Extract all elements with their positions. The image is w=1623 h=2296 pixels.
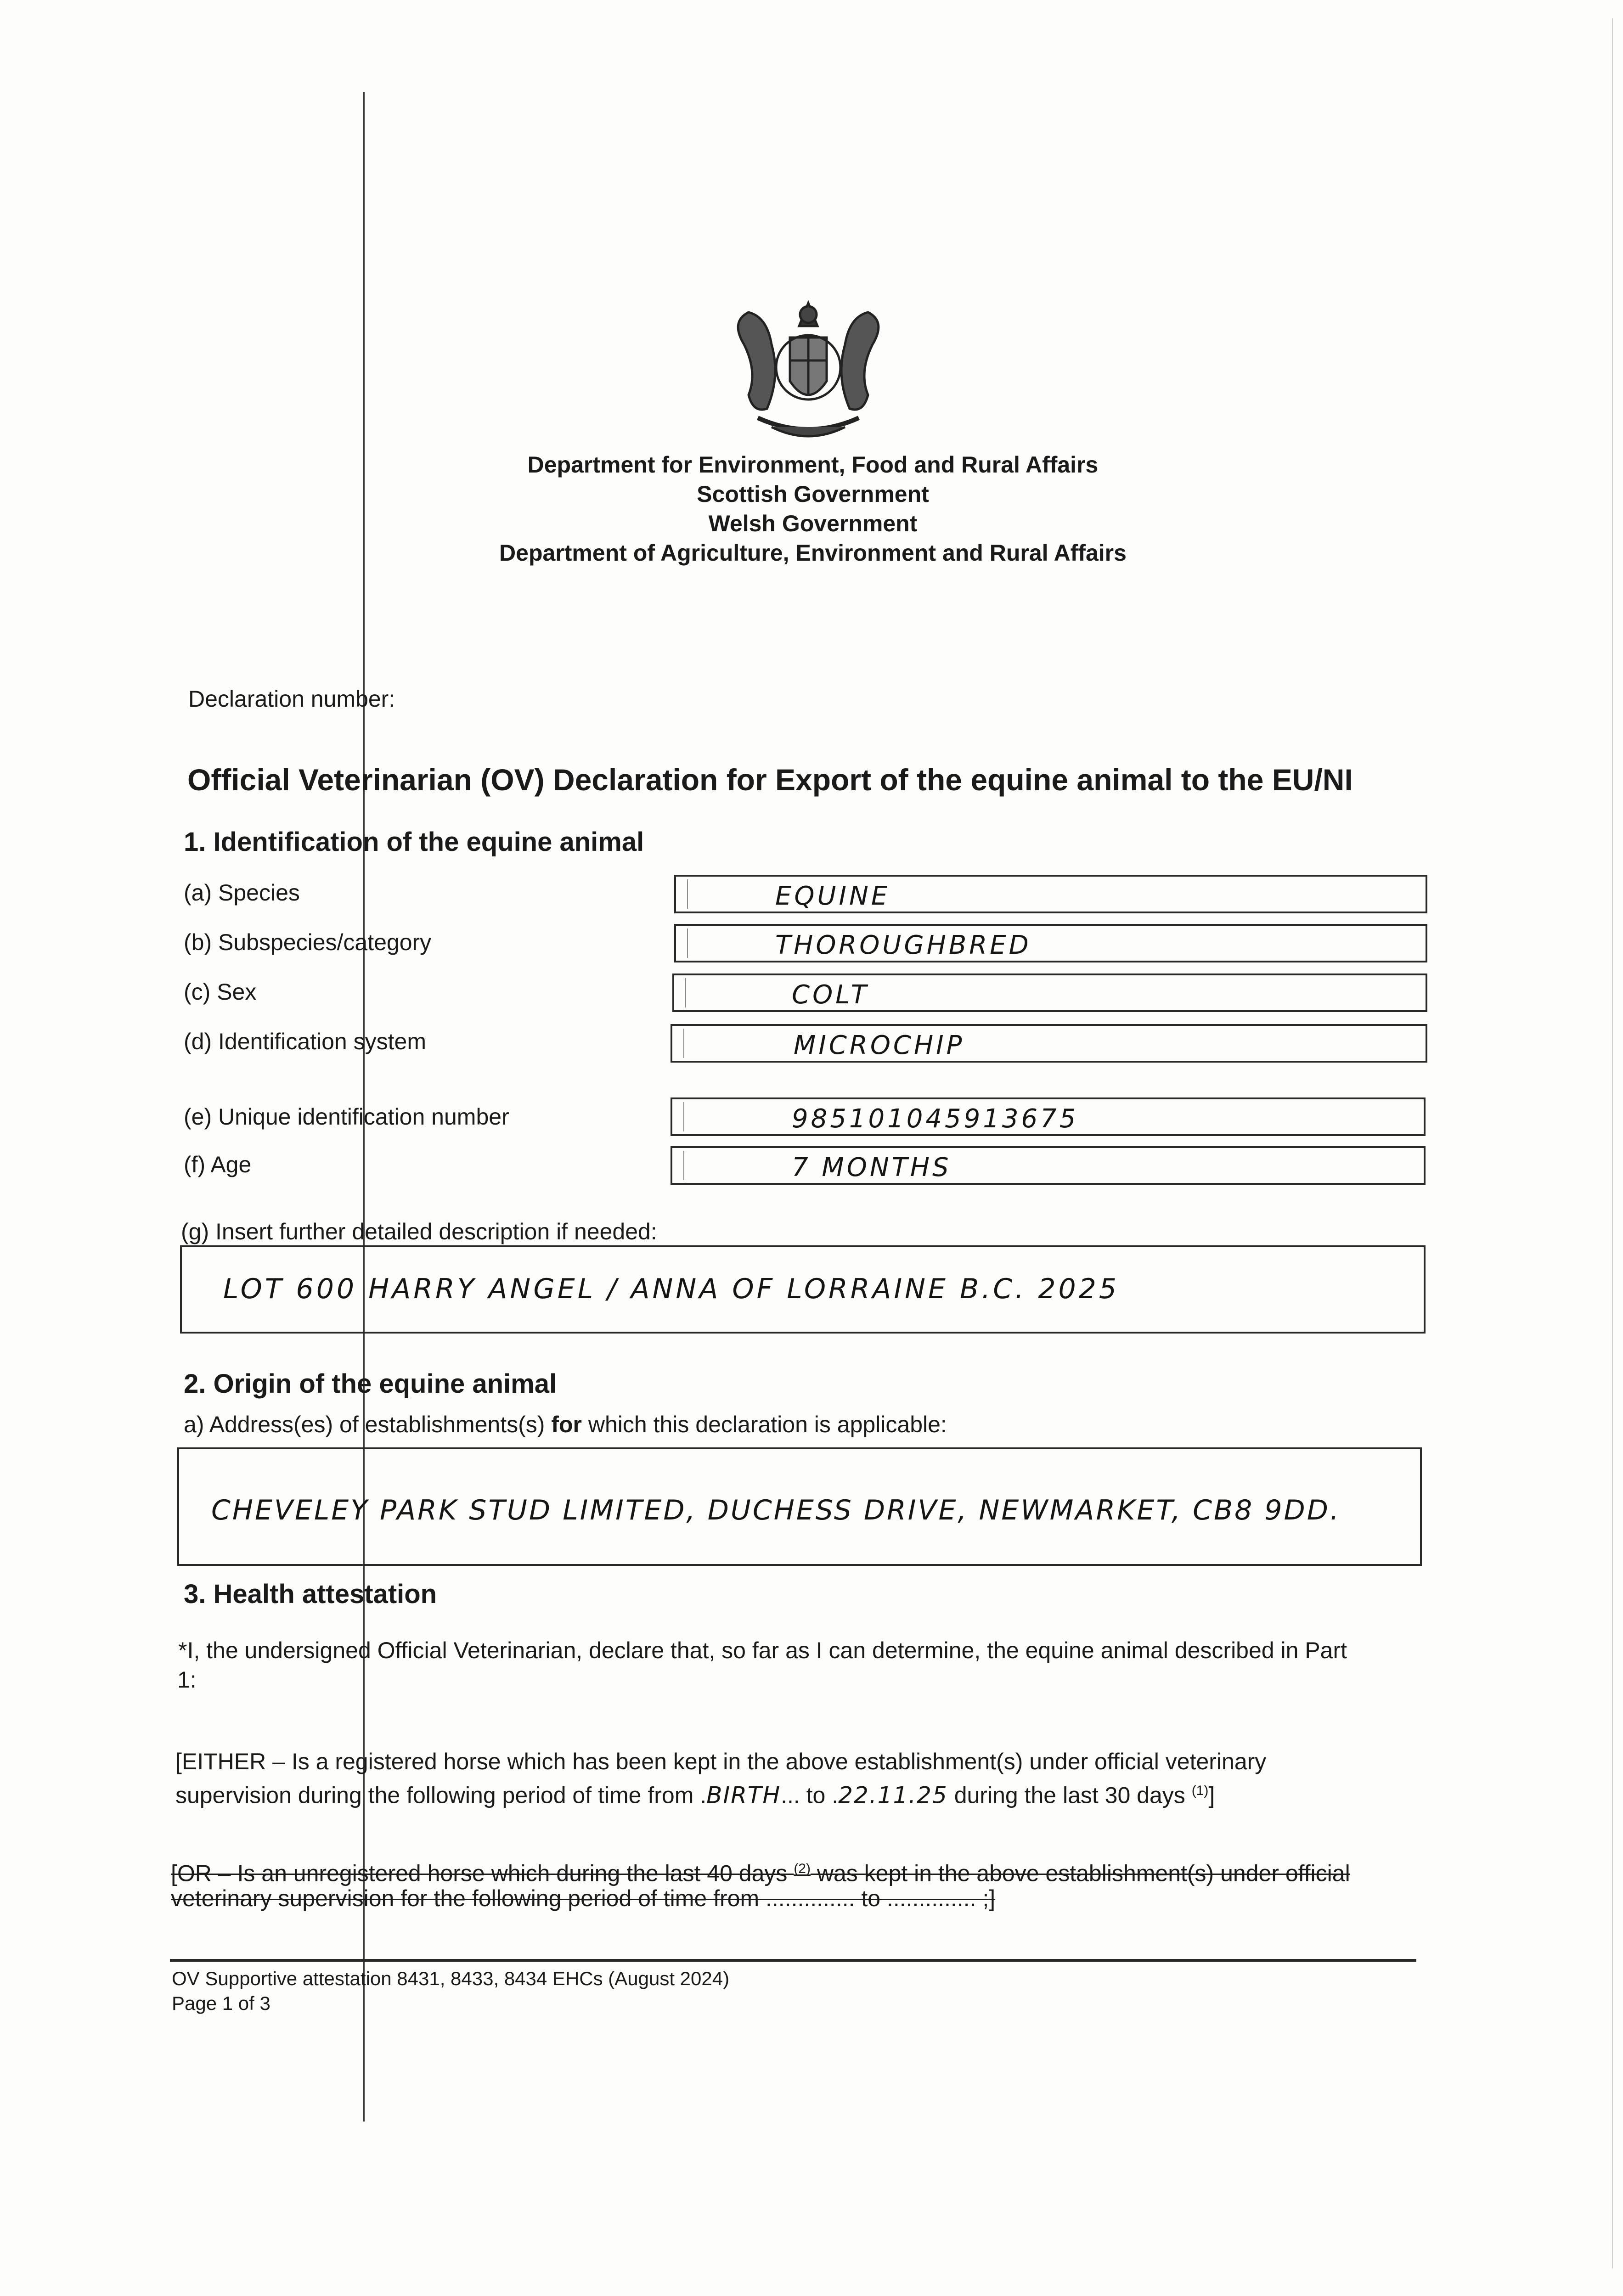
unique-id-field	[671, 1097, 1426, 1136]
subspecies-value: THOROUGHBRED	[775, 930, 1031, 960]
footer-reference: OV Supportive attestation 8431, 8433, 8434 EHCs (August 2024)	[172, 1968, 730, 1989]
further-description-field	[180, 1245, 1426, 1334]
address-value: CHEVELEY PARK STUD LIMITED, DUCHESS DRIVE, NEWMARKET, CB8 9DD.	[211, 1494, 1341, 1526]
section3-heading: 3. Health attestation	[184, 1579, 437, 1609]
id-system-value: MICROCHIP	[794, 1030, 965, 1060]
age-label: (f) Age	[184, 1152, 252, 1177]
species-field	[674, 875, 1427, 913]
species-label: (a) Species	[184, 880, 300, 906]
subspecies-field	[674, 924, 1427, 962]
further-description-value: LOT 600 HARRY ANGEL / ANNA OF LORRAINE B.C. 2025	[223, 1273, 1120, 1305]
id-system-field	[671, 1024, 1427, 1063]
department-scottish-government: Scottish Government	[697, 481, 929, 507]
footer-divider	[170, 1959, 1416, 1962]
id-system-label: (d) Identification system	[184, 1029, 426, 1054]
declaration-number-label: Declaration number:	[188, 686, 395, 712]
document-title: Official Veterinarian (OV) Declaration for Export of the equine animal to the EU/NI	[187, 763, 1353, 797]
attestation-intro-line1: *I, the undersigned Official Veterinarian, declare that, so far as I can determine, the equine animal described in Part	[178, 1638, 1347, 1663]
or-clause-line1: [OR – Is an unregistered horse which during the last 40 days $^{(2)}$ was kept in the above establishment(s) under official	[171, 1860, 1350, 1886]
address-label: a) Address(es) of establishments(s) for which this declaration is applicable:	[184, 1412, 947, 1437]
either-clause-line2: supervision during the following period of time from .BIRTH... to .22.11.25 during the last 30 days $^{(1)}$]	[175, 1782, 1215, 1809]
sex-field	[672, 974, 1427, 1012]
unique-id-value: 985101045913675	[792, 1104, 1079, 1134]
page-number: Page 1 of 3	[172, 1992, 270, 2014]
either-to-value: 22.11.25	[838, 1782, 948, 1809]
or-clause-line2: veterinary supervision for the following period of time from .............. to .............. ;]	[171, 1885, 996, 1911]
section2-heading: 2. Origin of the equine animal	[184, 1369, 557, 1399]
sex-value: COLT	[792, 980, 869, 1010]
either-clause-line1: [EITHER – Is a registered horse which has been kept in the above establishment(s) under official veterinary	[175, 1749, 1267, 1774]
species-value: EQUINE	[775, 881, 890, 911]
address-field	[177, 1447, 1422, 1566]
royal-coat-of-arms-emblem	[716, 294, 909, 445]
attestation-intro-line2: 1:	[177, 1667, 197, 1693]
further-description-label: (g) Insert further detailed description if needed:	[181, 1219, 657, 1244]
department-daera: Department of Agriculture, Environment and Rural Affairs	[499, 540, 1127, 566]
unique-id-label: (e) Unique identification number	[184, 1104, 509, 1130]
age-field	[671, 1146, 1426, 1185]
department-defra: Department for Environment, Food and Rural Affairs	[527, 452, 1099, 478]
either-from-value: BIRTH	[706, 1782, 781, 1809]
department-welsh-government: Welsh Government	[708, 511, 918, 536]
subspecies-label: (b) Subspecies/category	[184, 929, 432, 955]
section1-heading: 1. Identification of the equine animal	[184, 827, 644, 857]
sex-label: (c) Sex	[184, 979, 257, 1005]
age-value: 7 MONTHS	[792, 1153, 952, 1182]
scan-edge-line	[1612, 18, 1613, 2268]
